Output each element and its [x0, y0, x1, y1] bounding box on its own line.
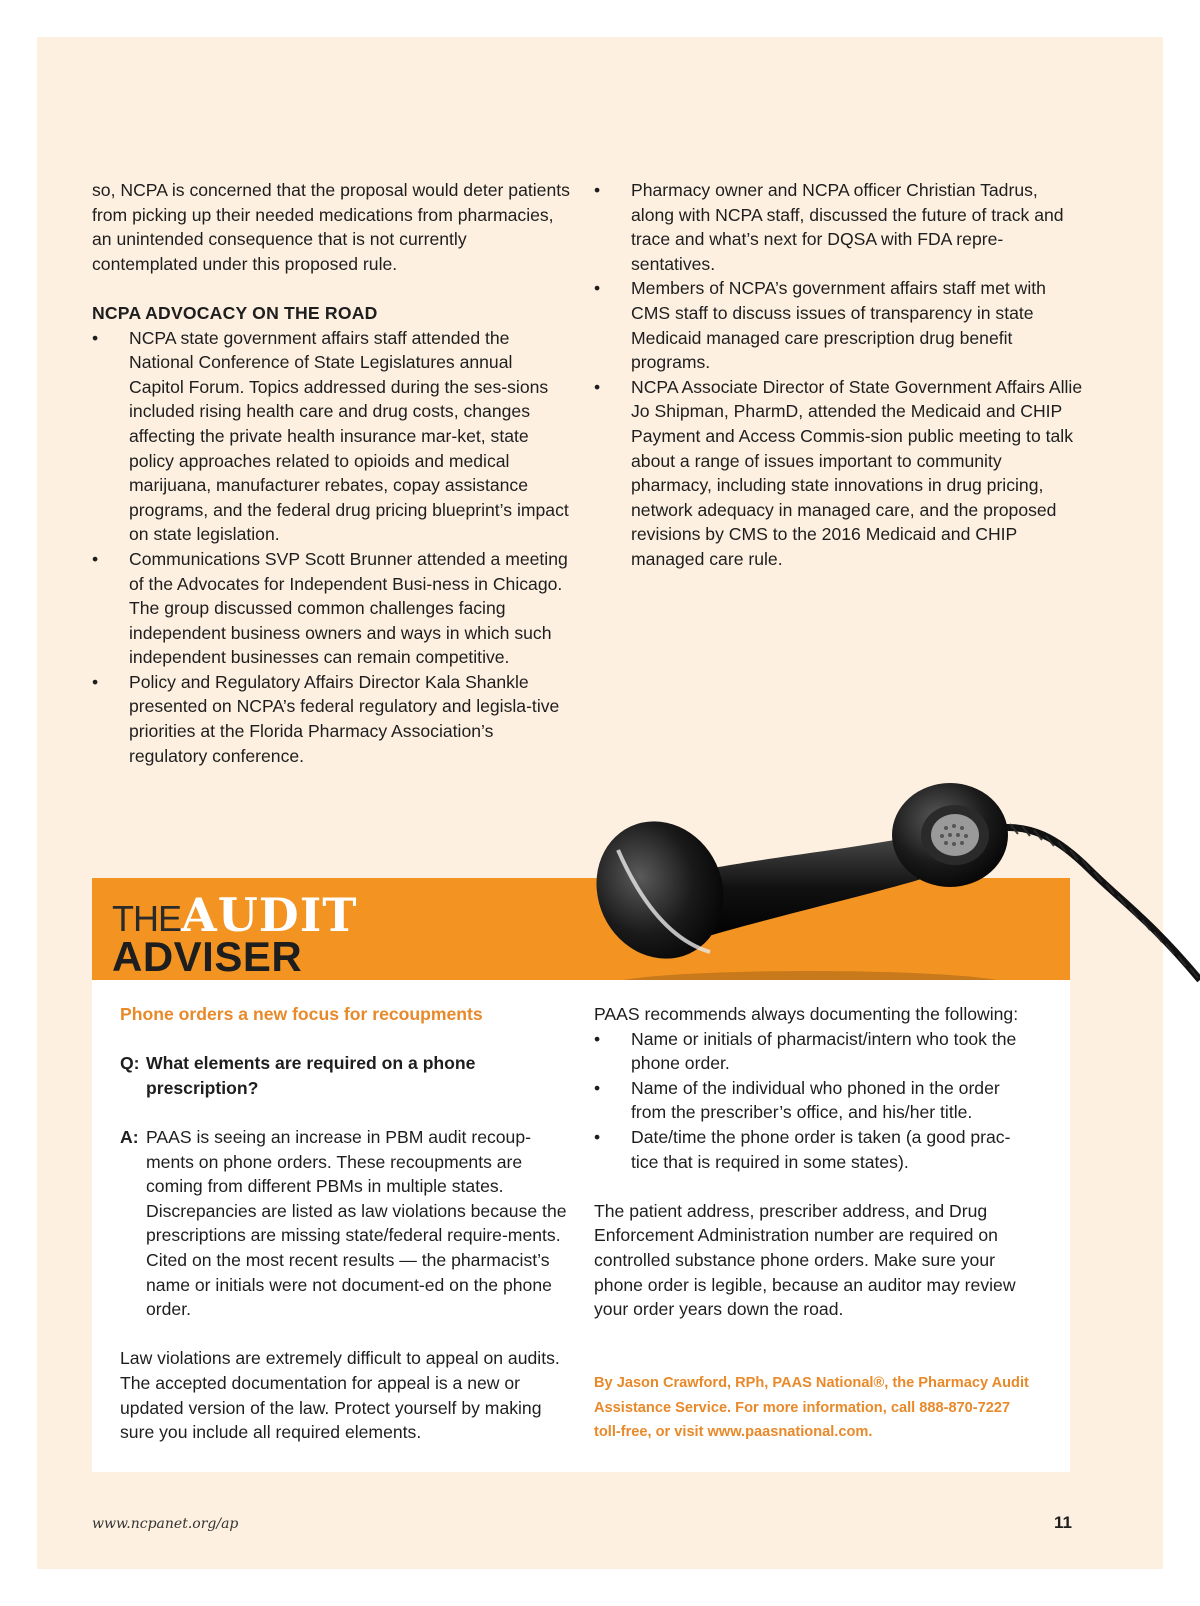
author-byline: By Jason Crawford, RPh, PAAS National®, the Pharmacy Audit Assistance Service. For more information, call 888-870-7227 toll-free, or visit www.paasnational.com. — [594, 1374, 1029, 1441]
advocacy-list — [92, 326, 572, 769]
audit-adviser-panel — [92, 980, 1070, 1472]
list-item: • Date/time the phone order is taken (a good prac-tice that is required in some states). — [594, 1126, 1011, 1172]
bullet-glyph: • — [92, 548, 99, 569]
list-item: • Policy and Regulatory Affairs Director Kala Shankle presented on NCPA’s federal regulatory and legisla-tive priorities at the Florida Pharmacy Association’s regulatory conference. — [92, 671, 560, 766]
right-column — [594, 178, 1084, 572]
footer-url: www.ncpanet.org/ap — [92, 1516, 239, 1532]
a-label: A: — [120, 1126, 139, 1147]
list-item: • Name or initials of pharmacist/intern who took the phone order. — [594, 1028, 1017, 1074]
left-column — [92, 178, 572, 768]
section-heading: NCPA ADVOCACY ON THE ROAD — [92, 302, 378, 323]
controlled-substance-paragraph: The patient address, prescriber address, and Drug Enforcement Administration number are required on controlled substance phone orders. Make sure your phone order is legible, because an auditor may review your order years down the road. — [594, 1200, 1016, 1320]
answer-block — [120, 1125, 570, 1322]
telephone-handset-image — [590, 780, 1200, 1010]
banner-adviser: ADVISER — [112, 933, 303, 980]
answer-text: PAAS is seeing an increase in PBM audit recoup-ments on phone orders. These recoupments are coming from different PBMs in multiple states. Discrepancies are listed as law violations because the prescriptions are missing state/federal require-ments. Cited on the most recent results — the pharmacist’s name or initials were not document-ed on the phone order. — [146, 1126, 567, 1320]
page-number: 11 — [1054, 1513, 1072, 1532]
list-item: • Members of NCPA’s government affairs staff met with CMS staff to discuss issues of transparency in state Medicaid managed care prescription drug benefit programs. — [594, 278, 1046, 373]
bullet-glyph: • — [594, 180, 601, 200]
recommend-list — [594, 1027, 1034, 1175]
question-block — [120, 1051, 570, 1100]
bullet-glyph: • — [594, 376, 601, 397]
panel-right-column — [594, 1002, 1034, 1445]
banner-the: THE — [112, 898, 181, 939]
bullet-glyph: • — [92, 327, 99, 348]
phone-cord — [985, 827, 1200, 980]
list-item: • NCPA Associate Director of State Government Affairs Allie Jo Shipman, PharmD, attended the Medicaid and CHIP Payment and Access Commis-sion public meeting to talk about a range of issues important to community pharmacy, including state innovations in drug pricing, network adequacy in managed care, and the proposed revisions by CMS to the 2016 Medicaid and CHIP managed care rule. — [594, 376, 1083, 569]
bullet-glyph: • — [594, 1126, 601, 1147]
bullet-glyph: • — [594, 1077, 601, 1098]
panel-subhead: Phone orders a new focus for recoupments — [120, 1004, 483, 1024]
bullet-glyph: • — [92, 671, 99, 692]
recommend-intro: PAAS recommends always documenting the following: — [594, 1004, 1019, 1024]
list-item: • Communications SVP Scott Brunner attended a meeting of the Advocates for Independent Busi-ness in Chicago. The group discussed common challenges facing independent business owners and ways in which such independent businesses can remain competitive. — [92, 548, 568, 668]
law-paragraph: Law violations are extremely difficult to appeal on audits. The accepted documentation for appeal is a new or updated version of the law. Protect yourself by making sure you include all required elements. — [120, 1348, 560, 1443]
list-item: • Name of the individual who phoned in the order from the prescriber’s office, and his/her title. — [594, 1077, 1000, 1123]
banner-title — [112, 888, 358, 980]
list-item: • Pharmacy owner and NCPA officer Christian Tadrus, along with NCPA staff, discussed the future of track and trace and what’s next for DQSA with FDA repre-sentatives. — [594, 180, 1064, 274]
bullet-glyph: • — [594, 1028, 601, 1049]
advocacy-list-continued — [594, 178, 1084, 572]
list-item: • NCPA state government affairs staff attended the National Conference of State Legislatures annual Capitol Forum. Topics addressed during the ses-sions included rising health care and drug costs, changes affecting the private health insurance mar-ket, state policy approaches related to opioids and medical marijuana, manufacturer rebates, copay assistance programs, and the federal drug pricing blueprint’s impact on state legislation. — [92, 327, 569, 545]
question-text: What elements are required on a phone prescription? — [146, 1053, 476, 1098]
panel-left-column — [120, 1002, 570, 1445]
banner-audit: AUDIT — [181, 888, 358, 942]
q-label: Q: — [120, 1053, 140, 1074]
bullet-glyph: • — [594, 278, 601, 299]
intro-paragraph: so, NCPA is concerned that the proposal would deter patients from picking up their needed medications from pharmacies, an unintended consequence that is not currently contemplated under this proposed rule. — [92, 180, 570, 274]
